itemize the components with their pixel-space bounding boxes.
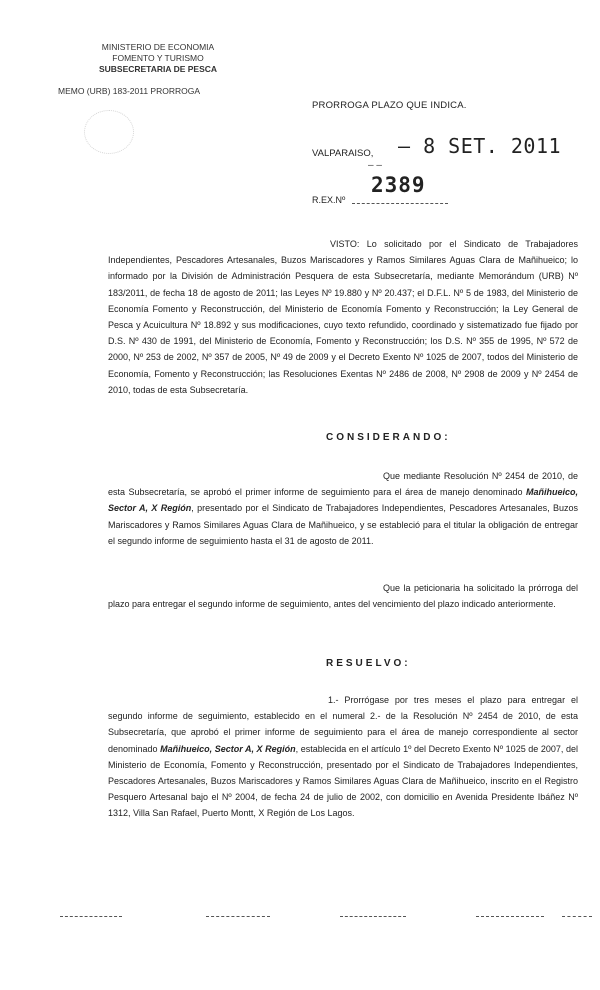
- resolution-number: 2389: [371, 173, 426, 197]
- visto-paragraph: [108, 236, 578, 398]
- considerando-heading: CONSIDERANDO:: [326, 432, 451, 443]
- resuelvo-heading: RESUELVO:: [326, 658, 411, 669]
- footer-dash-5: [562, 916, 592, 917]
- ministry-header: [58, 42, 258, 75]
- ministry-line-1: MINISTERIO DE ECONOMIA: [101, 42, 215, 52]
- faded-stamp: [84, 110, 134, 154]
- visto-text: VISTO: Lo solicitado por el Sindicato de Trabajadores Independientes, Pescadores Artesanales, Buzos Mariscadores y Ramos Similares Aguas Clara de Mañihueico; lo informado por la División de Administración Pesquera de esta Subsecretaría, mediante Memorándum (URB) Nº 183/2011, de fecha 18 de agosto de 2011; las Leyes Nº 19.880 y Nº 20.437; el D.F.L. Nº 5 de 1983, del Ministerio de Economía Fomento y Reconstrucción, del Ministerio de Economía Fomento y Reconstrucción; la Ley General de Pesca y Acuicultura Nº 18.892 y sus modificaciones, cuyo texto refundido, coordinado y sistematizado fue fijado por D.S. Nº 430 de 1991, del Ministerio de Economía, Fomento y Reconstrucción; los D.S. Nº 355 de 1995, Nº 572 de 2000, Nº 253 de 2002, Nº 357 de 2005, Nº 49 de 2009 y el Decreto Exento Nº 1025 de 2007, todos del Ministerio de Economía, Fomento y Reconstrucción; las Resoluciones Exentas Nº 2486 de 2008, Nº 2908 de 2009 y Nº 2454 de 2010, todas de esta Subsecretaría.: [108, 239, 578, 395]
- considerando-2-text: Que la peticionaria ha solicitado la prórroga del plazo para entregar el segundo informe de seguimiento, antes del vencimiento del plazo indicado anteriormente.: [108, 583, 578, 610]
- ministry-line-2: FOMENTO Y TURISMO: [112, 53, 204, 63]
- considerando-1-emphasis: Mañihueico, Sector A, X Región: [108, 487, 578, 514]
- rex-label: R.EX.Nº: [312, 195, 346, 205]
- resuelvo-1-text-a: 1.- Prorrógase por tres meses el plazo para entregar el segundo informe de seguimiento, establecido en el numeral 2.- de la Resolución Nº 2454 de 2010, de esta Subsecretaría, que aprobó el primer informe de seguimiento para el área de manejo correspondiente al sector denominado: [108, 695, 578, 754]
- rex-underline: [352, 203, 448, 204]
- considerando-paragraph-2: [108, 580, 578, 612]
- subject-line: PRORROGA PLAZO QUE INDICA.: [312, 100, 467, 111]
- considerando-1-text-a: Que mediante Resolución Nº 2454 de 2010, de esta Subsecretaría, se aprobó el primer informe de seguimiento para el área de manejo denominado: [108, 471, 578, 498]
- dash-mark: – –: [368, 160, 382, 171]
- place-label: VALPARAISO,: [312, 148, 374, 159]
- subsecretaria-line: SUBSECRETARIA DE PESCA: [98, 64, 218, 74]
- footer-dash-3: [340, 916, 406, 917]
- footer-dash-2: [206, 916, 270, 917]
- considerando-1-text-b: , presentado por el Sindicato de Trabajadores Independientes, Pescadores Artesanales, Buzos Mariscadores y Ramos Similares Aguas Clara de Mañihueico, y se estableció para el titular la obligación de entregar el segundo informe de seguimiento hasta el 31 de agosto de 2011.: [108, 503, 578, 546]
- considerando-paragraph-1: [108, 468, 578, 549]
- stamped-date: – 8 SET. 2011: [398, 134, 562, 158]
- resuelvo-paragraph-1: [108, 692, 578, 822]
- footer-dash-1: [60, 916, 122, 917]
- resuelvo-1-emphasis: Mañihueico, Sector A, X Región: [160, 743, 296, 754]
- footer-dash-4: [476, 916, 544, 917]
- resuelvo-1-text-b: , establecida en el artículo 1º del Decreto Exento Nº 1025 de 2007, del Ministerio de Economía, Fomento y Reconstrucción, presentado por el Sindicato de Trabajadores Independientes, Pescadores Artesanales, Buzos Mariscadores y Ramos Similares Aguas Clara de Mañihueico, inscrito en el Registro Pesquero Artesanal bajo el Nº 2004, de fecha 24 de julio de 2002, con domicilio en Avenida Presidente Ibáñez Nº 1312, Villa San Rafael, Puerto Montt, X Región de Los Lagos.: [108, 743, 578, 819]
- memo-reference: MEMO (URB) 183-2011 PRORROGA: [58, 86, 201, 96]
